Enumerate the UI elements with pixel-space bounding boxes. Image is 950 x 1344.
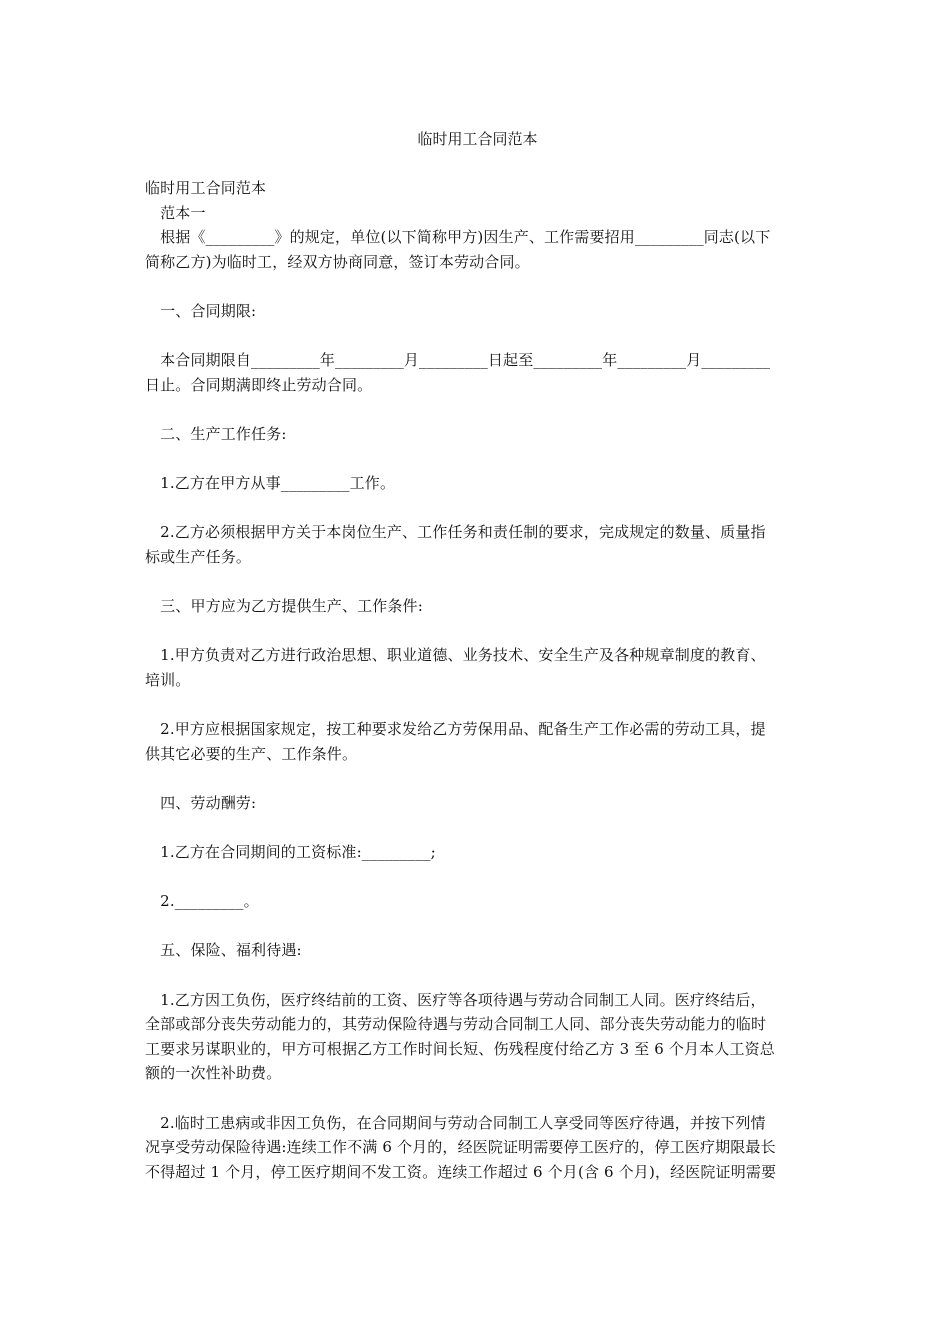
text-line: 1.乙方因工负伤，医疗终结前的工资、医疗等各项待遇与劳动合同制工人同。医疗终结后， [145, 990, 766, 1009]
text-line: 本合同期限自_________年_________月_________日起至_________年_________月_________ [145, 351, 771, 370]
text-line: 1.乙方在合同期间的工资标准:_________; [145, 843, 436, 862]
text-line: 供其它必要的生产、工作条件。 [145, 744, 358, 763]
text-line: 简称乙方)为临时工，经双方协商同意，签订本劳动合同。 [145, 252, 530, 271]
paragraph-gap [145, 815, 810, 840]
text-line: 四、劳动酬劳: [145, 793, 257, 812]
text-line: 三、甲方应为乙方提供生产、工作条件: [145, 597, 423, 616]
text-line: 范本一 [145, 203, 206, 222]
paragraph-gap [145, 397, 810, 422]
paragraph-gap [145, 274, 810, 299]
text-line: 况享受劳动保险待遇:连续工作不满 6 个月的，经医院证明需要停工医疗的，停工医疗期限最长 [145, 1138, 776, 1157]
text-line: 一、合同期限: [145, 301, 257, 320]
text-line: 标或生产任务。 [145, 547, 252, 566]
document-title: 临时用工合同范本 [417, 130, 538, 148]
text-line: 五、保险、福利待遇: [145, 941, 302, 960]
text-line: 2.甲方应根据国家规定，按工种要求发给乙方劳保用品、配备生产工作必需的劳动工具，提 [145, 720, 766, 739]
document-body [145, 176, 810, 1184]
text-line: 工要求另谋职业的，甲方可根据乙方工作时间长短、伤残程度付给乙方 3 至 6 个月本人工资总 [145, 1039, 775, 1058]
paragraph-gap [145, 1086, 810, 1111]
paragraph-gap [145, 496, 810, 521]
text-line: 1.甲方负责对乙方进行政治思想、职业道德、业务技术、安全生产及各种规章制度的教育、 [145, 646, 766, 665]
text-line: 根据《_________》的规定，单位(以下简称甲方)因生产、工作需要招用_________同志(以下 [145, 228, 771, 247]
paragraph-gap [145, 692, 810, 717]
text-line: 全部或部分丧失劳动能力的，其劳动保险待遇与劳动合同制工人同、部分丧失劳动能力的临时 [145, 1015, 767, 1034]
text-line: 不得超过 1 个月，停工医疗期间不发工资。连续工作超过 6 个月(含 6 个月)，经医院证明需要 [145, 1162, 777, 1181]
paragraph-gap [145, 447, 810, 472]
text-line: 1.乙方在甲方从事_________工作。 [145, 474, 396, 493]
text-line: 临时用工合同范本 [145, 179, 267, 197]
text-line: 2._________。 [145, 892, 259, 911]
text-line: 日止。合同期满即终止劳动合同。 [145, 375, 373, 394]
paragraph-gap [145, 963, 810, 988]
paragraph-gap [145, 766, 810, 791]
paragraph-gap [145, 865, 810, 890]
text-line: 2.临时工患病或非因工负伤，在合同期间与劳动合同制工人享受同等医疗待遇，并按下列情 [145, 1113, 766, 1132]
text-line: 额的一次性补助费。 [145, 1064, 282, 1083]
text-line: 培训。 [145, 670, 191, 689]
paragraph-gap [145, 914, 810, 939]
text-line: 二、生产工作任务: [145, 424, 287, 443]
paragraph-gap [145, 619, 810, 644]
text-line: 2.乙方必须根据甲方关于本岗位生产、工作任务和责任制的要求，完成规定的数量、质量指 [145, 523, 766, 542]
paragraph-gap [145, 570, 810, 595]
paragraph-gap [145, 324, 810, 349]
